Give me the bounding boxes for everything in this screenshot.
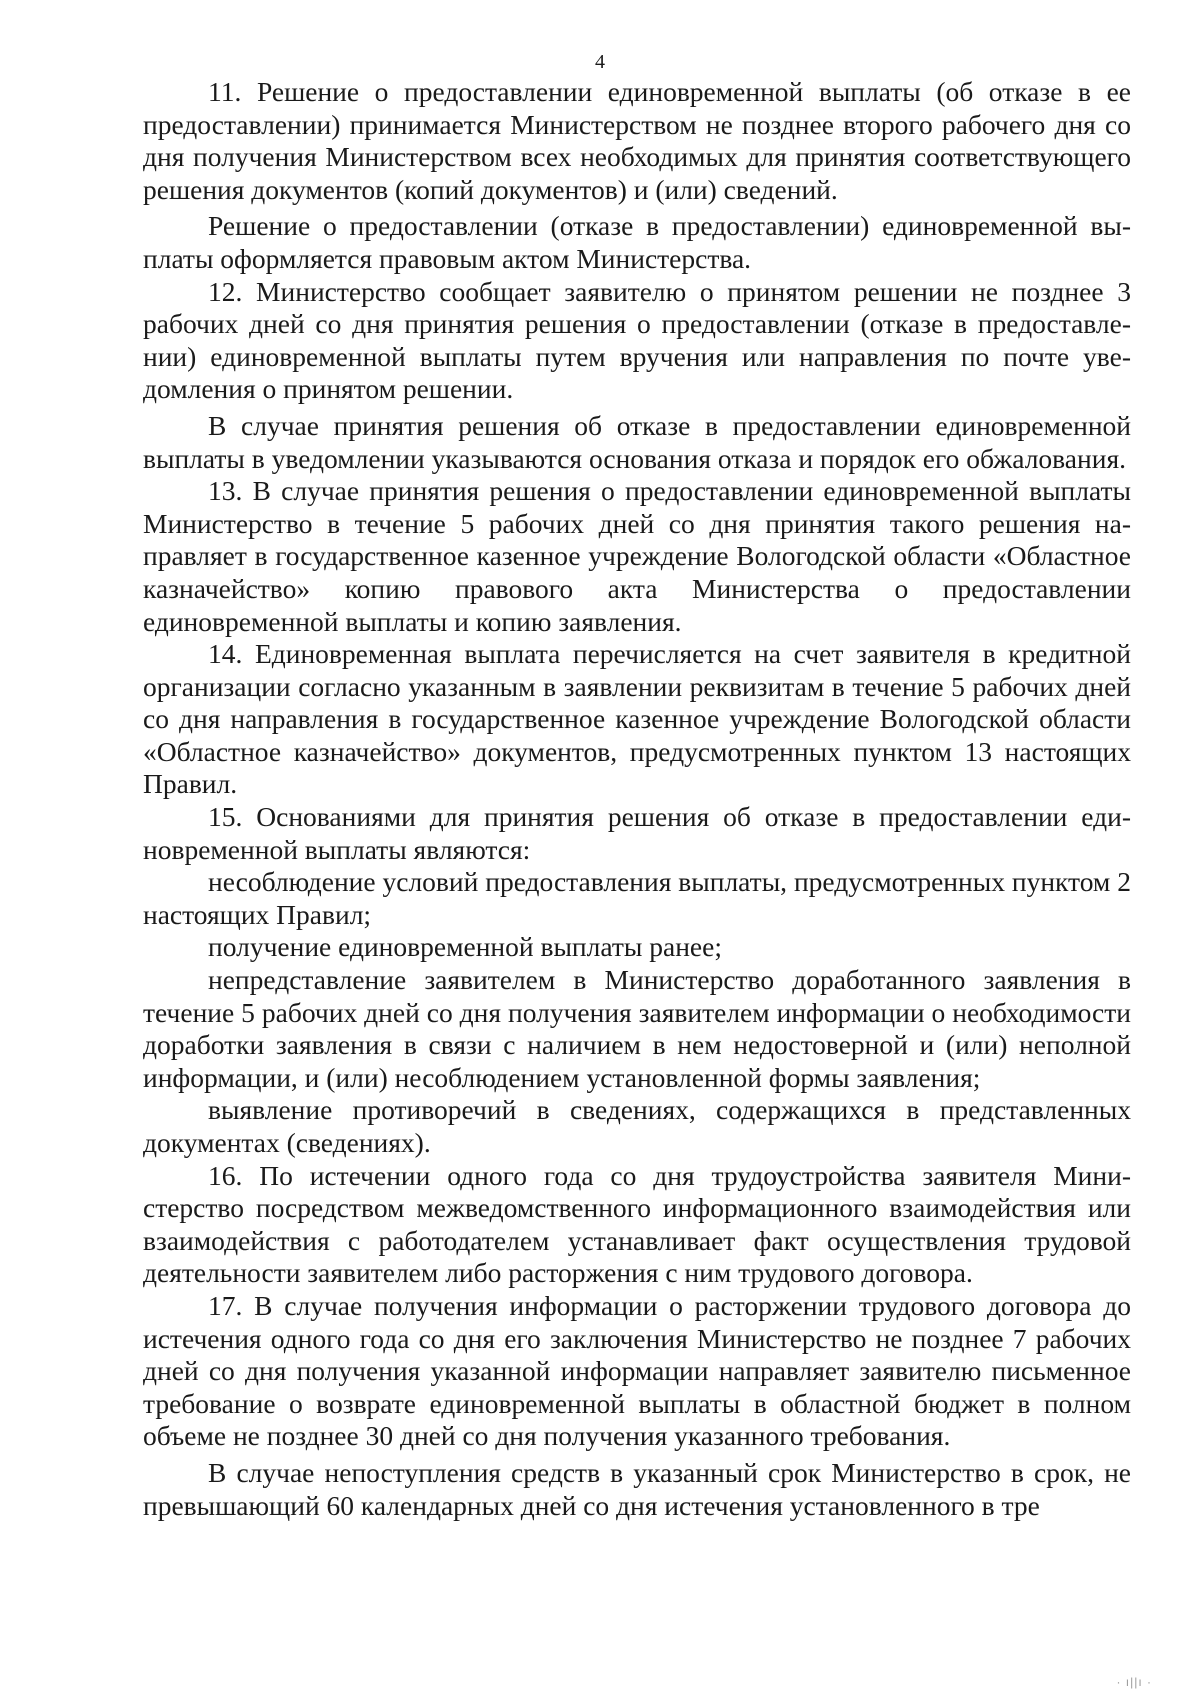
refusal-ground-conditions: несоблюдение условий предоставления выплаты, предусмотренных пунктом 2 настоящих Правил; — [143, 866, 1131, 930]
paragraph-13: 13. В случае принятия решения о предоставлении единовременной выплаты Министерство в течение 5 рабочих дней со дня принятия такого решения направляет в государственное казенное учреждение Вологодской области «Областное казначейство» копию правового акта Министерства о предоставлении единовременной выплаты и копию заявления. — [143, 475, 1131, 637]
paragraph-11: 11. Решение о предоставлении единовременной выплаты (об отказе в ее предоставлении) принимается Министерством не позднее второго рабочего дня со дня получения Министерством всех необходимых для принятия соответствующего решения документов (копий документов) и (или) сведений. — [143, 76, 1131, 205]
paragraph-17-non-receipt: В случае непоступления средств в указанный срок Министерство в срок, не превышающий 60 календарных дней со дня истечения установленного в тре — [143, 1456, 1131, 1521]
refusal-ground-no-revised-application: непредставление заявителем в Министерство доработанного заявления в течение 5 рабочих дней со дня получения заявителем информации о необходимости доработки заявления в связи с наличием в нем недостоверной и (или) неполной информации, и (или) несоблюдением установленной формы заявления; — [143, 964, 1131, 1093]
refusal-ground-previous-payment: получение единовременной выплаты ранее; — [208, 931, 722, 963]
document-body — [143, 76, 1131, 1522]
paragraph-15: 15. Основаниями для принятия решения об отказе в предоставлении единовременной выплаты являются: — [143, 801, 1131, 865]
paragraph-16: 16. По истечении одного года со дня трудоустройства заявителя Министерство посредством межведомственного информационного взаимодействия или взаимодействия с работодателем устанавливает факт осуществления трудовой деятельности заявителем либо расторжения с ним трудового договора. — [143, 1159, 1131, 1289]
scan-artifact: · ı||ı · — [1116, 1675, 1152, 1689]
paragraph-17: 17. В случае получения информации о расторжении трудового договора до истечения одного года со дня его заключения Министерство не позднее 7 рабочих дней со дня получения указанной информации направляет заявителю письменное требование о возврате единовременной выплаты в областной бюджет в полном объеме не позднее 30 дней со дня получения указанного требования. — [143, 1289, 1131, 1452]
paragraph-11-decision-form: Решение о предоставлении (отказе в предоставлении) единовременной выплаты оформляется правовым актом Министерства. — [143, 210, 1131, 274]
refusal-ground-contradictions: выявление противоречий в сведениях, содержащихся в представленных документах (сведениях). — [143, 1094, 1131, 1158]
paragraph-14: 14. Единовременная выплата перечисляется на счет заявителя в кредитной организации согласно указанным в заявлении реквизитам в течение 5 рабочих дней со дня направления в государственное казенное учреждение Вологодской области «Областное казначейство» документов, предусмотренных пунктом 13 настоящих Правил. — [143, 638, 1131, 800]
paragraph-12-refusal-notice: В случае принятия решения об отказе в предоставлении единовременной выплаты в уведомлении указываются основания отказа и порядок его обжалования. — [143, 409, 1131, 474]
paragraph-12: 12. Министерство сообщает заявителю о принятом решении не позднее 3 рабочих дней со дня принятия решения о предоставлении (отказе в предоставлении) единовременной выплаты путем вручения или направления по почте уведомления о принятом решении. — [143, 275, 1131, 405]
page-number: 4 — [595, 51, 605, 73]
